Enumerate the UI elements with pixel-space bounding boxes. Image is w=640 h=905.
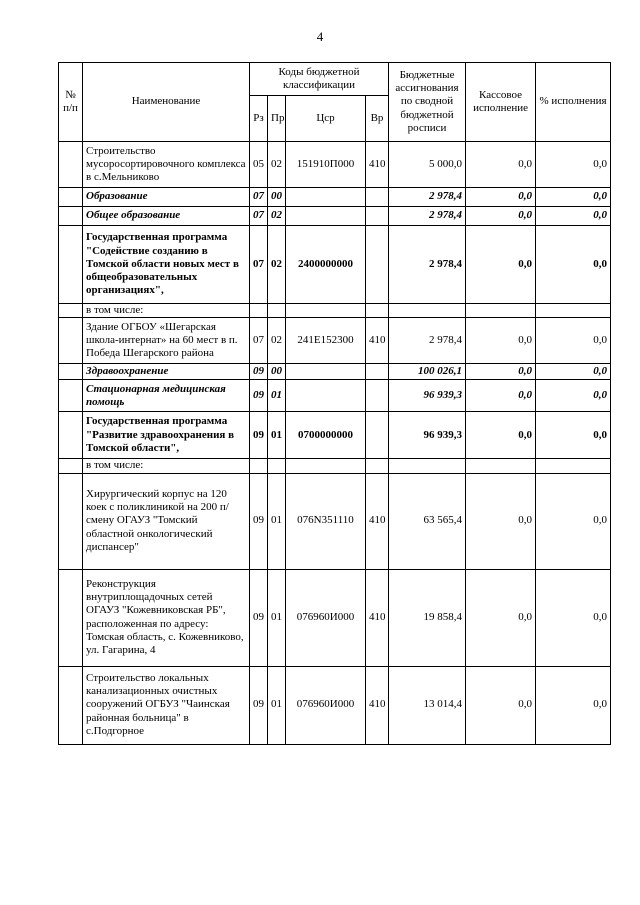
header-pr: Пр xyxy=(268,96,286,142)
cell-budget: 63 565,4 xyxy=(389,473,466,569)
cell-cash: 0,0 xyxy=(466,318,536,364)
cell-rz: 09 xyxy=(250,364,268,380)
cell-cash: 0,0 xyxy=(466,666,536,744)
cell-percent: 0,0 xyxy=(536,473,611,569)
cell-pr: 02 xyxy=(268,226,286,304)
table-row xyxy=(59,666,611,744)
cell-rz: 09 xyxy=(250,666,268,744)
cell-csr: 076N351110 xyxy=(286,473,366,569)
cell-pr: 02 xyxy=(268,318,286,364)
cell-pr: 02 xyxy=(268,142,286,188)
table-row xyxy=(59,459,611,473)
cell-name: Здравоохранение xyxy=(83,364,250,380)
header-name: Наименование xyxy=(83,63,250,142)
cell-name: Государственная программа "Развитие здравоохранения в Томской области", xyxy=(83,412,250,459)
table-row xyxy=(59,142,611,188)
header-budget: Бюджетные ассигнования по сводной бюджетной росписи xyxy=(389,63,466,142)
cell-csr xyxy=(286,380,366,412)
table-row xyxy=(59,569,611,666)
cell-num xyxy=(59,569,83,666)
header-vr: Вр xyxy=(366,96,389,142)
cell-num xyxy=(59,459,83,473)
cell-budget: 2 978,4 xyxy=(389,226,466,304)
cell-percent: 0,0 xyxy=(536,207,611,226)
cell-name: Государственная программа "Содействие созданию в Томской области новых мест в общеобразовательных организациях", xyxy=(83,226,250,304)
header-percent: % исполнения xyxy=(536,63,611,142)
cell-name: в том числе: xyxy=(83,304,250,318)
cell-csr xyxy=(286,207,366,226)
cell-percent: 0,0 xyxy=(536,380,611,412)
cell-num xyxy=(59,304,83,318)
cell-name: Образование xyxy=(83,188,250,207)
cell-name: Стационарная медицинская помощь xyxy=(83,380,250,412)
cell-cash: 0,0 xyxy=(466,473,536,569)
table-row xyxy=(59,318,611,364)
cell-budget: 2 978,4 xyxy=(389,188,466,207)
cell-percent: 0,0 xyxy=(536,188,611,207)
cell-budget: 96 939,3 xyxy=(389,412,466,459)
cell-num xyxy=(59,666,83,744)
header-codes: Коды бюджетной классификации xyxy=(250,63,389,96)
cell-name: Реконструкция внутриплощадочных сетей ОГАУЗ "Кожевниковская РБ", расположенная по адресу: Томская область, с. Кожевниково, ул. Гагарина, 4 xyxy=(83,569,250,666)
cell-num xyxy=(59,207,83,226)
cell-pr: 01 xyxy=(268,569,286,666)
cell-percent: 0,0 xyxy=(536,226,611,304)
header-csr: Цср xyxy=(286,96,366,142)
cell-percent: 0,0 xyxy=(536,142,611,188)
header-num: № п/п xyxy=(59,63,83,142)
cell-cash: 0,0 xyxy=(466,188,536,207)
table-row xyxy=(59,207,611,226)
header-cash: Кассовое исполнение xyxy=(466,63,536,142)
cell-vr: 410 xyxy=(366,666,389,744)
cell-percent: 0,0 xyxy=(536,318,611,364)
cell-vr: 410 xyxy=(366,318,389,364)
table-row xyxy=(59,473,611,569)
cell-percent: 0,0 xyxy=(536,569,611,666)
cell-num xyxy=(59,412,83,459)
cell-cash: 0,0 xyxy=(466,569,536,666)
cell-num xyxy=(59,473,83,569)
cell-rz: 09 xyxy=(250,380,268,412)
cell-vr xyxy=(366,207,389,226)
cell-vr xyxy=(366,380,389,412)
cell-vr xyxy=(366,188,389,207)
cell-pr: 02 xyxy=(268,207,286,226)
cell-name: Хирургический корпус на 120 коек с поликлиникой на 200 п/смену ОГАУЗ "Томский областной онкологический диспансер" xyxy=(83,473,250,569)
cell-budget: 2 978,4 xyxy=(389,318,466,364)
cell-csr: 076960И000 xyxy=(286,666,366,744)
cell-budget: 13 014,4 xyxy=(389,666,466,744)
cell-vr xyxy=(366,364,389,380)
cell-percent: 0,0 xyxy=(536,666,611,744)
table-row xyxy=(59,412,611,459)
cell-num xyxy=(59,318,83,364)
cell-csr: 241E152300 xyxy=(286,318,366,364)
cell-pr: 01 xyxy=(268,473,286,569)
cell-vr xyxy=(366,412,389,459)
cell-rz: 09 xyxy=(250,473,268,569)
cell-budget: 100 026,1 xyxy=(389,364,466,380)
cell-budget: 5 000,0 xyxy=(389,142,466,188)
cell-rz: 07 xyxy=(250,188,268,207)
cell-name: Общее образование xyxy=(83,207,250,226)
cell-rz: 07 xyxy=(250,207,268,226)
cell-csr: 076960И000 xyxy=(286,569,366,666)
cell-vr: 410 xyxy=(366,569,389,666)
cell-rz: 07 xyxy=(250,318,268,364)
table-row xyxy=(59,380,611,412)
cell-cash: 0,0 xyxy=(466,226,536,304)
cell-name: Здание ОГБОУ «Шегарская школа-интернат» на 60 мест в п. Победа Шегарского района xyxy=(83,318,250,364)
header-rz: Рз xyxy=(250,96,268,142)
table-row xyxy=(59,304,611,318)
cell-num xyxy=(59,380,83,412)
cell-name: в том числе: xyxy=(83,459,250,473)
table-row xyxy=(59,226,611,304)
cell-rz: 05 xyxy=(250,142,268,188)
cell-pr: 01 xyxy=(268,380,286,412)
cell-vr: 410 xyxy=(366,142,389,188)
cell-rz: 09 xyxy=(250,569,268,666)
page-number: 4 xyxy=(316,29,324,44)
cell-csr xyxy=(286,364,366,380)
cell-vr xyxy=(366,226,389,304)
cell-name: Строительство мусоросортировочного комплекса в с.Мельниково xyxy=(83,142,250,188)
cell-cash: 0,0 xyxy=(466,207,536,226)
table-row xyxy=(59,364,611,380)
cell-pr: 01 xyxy=(268,666,286,744)
cell-csr: 151910П000 xyxy=(286,142,366,188)
cell-vr: 410 xyxy=(366,473,389,569)
budget-table xyxy=(58,62,611,745)
cell-pr: 00 xyxy=(268,188,286,207)
cell-pr: 01 xyxy=(268,412,286,459)
cell-num xyxy=(59,364,83,380)
table-row xyxy=(59,188,611,207)
cell-csr: 2400000000 xyxy=(286,226,366,304)
cell-cash: 0,0 xyxy=(466,412,536,459)
cell-rz: 07 xyxy=(250,226,268,304)
cell-budget: 96 939,3 xyxy=(389,380,466,412)
cell-percent: 0,0 xyxy=(536,364,611,380)
cell-csr xyxy=(286,188,366,207)
cell-rz: 09 xyxy=(250,412,268,459)
cell-cash: 0,0 xyxy=(466,380,536,412)
cell-budget: 2 978,4 xyxy=(389,207,466,226)
cell-name: Строительство локальных канализационных очистных сооружений ОГБУЗ "Чаинская районная больница" в с.Подгорное xyxy=(83,666,250,744)
cell-pr: 00 xyxy=(268,364,286,380)
cell-cash: 0,0 xyxy=(466,142,536,188)
cell-csr: 0700000000 xyxy=(286,412,366,459)
cell-num xyxy=(59,226,83,304)
cell-cash: 0,0 xyxy=(466,364,536,380)
cell-num xyxy=(59,188,83,207)
cell-budget: 19 858,4 xyxy=(389,569,466,666)
cell-num xyxy=(59,142,83,188)
cell-percent: 0,0 xyxy=(536,412,611,459)
